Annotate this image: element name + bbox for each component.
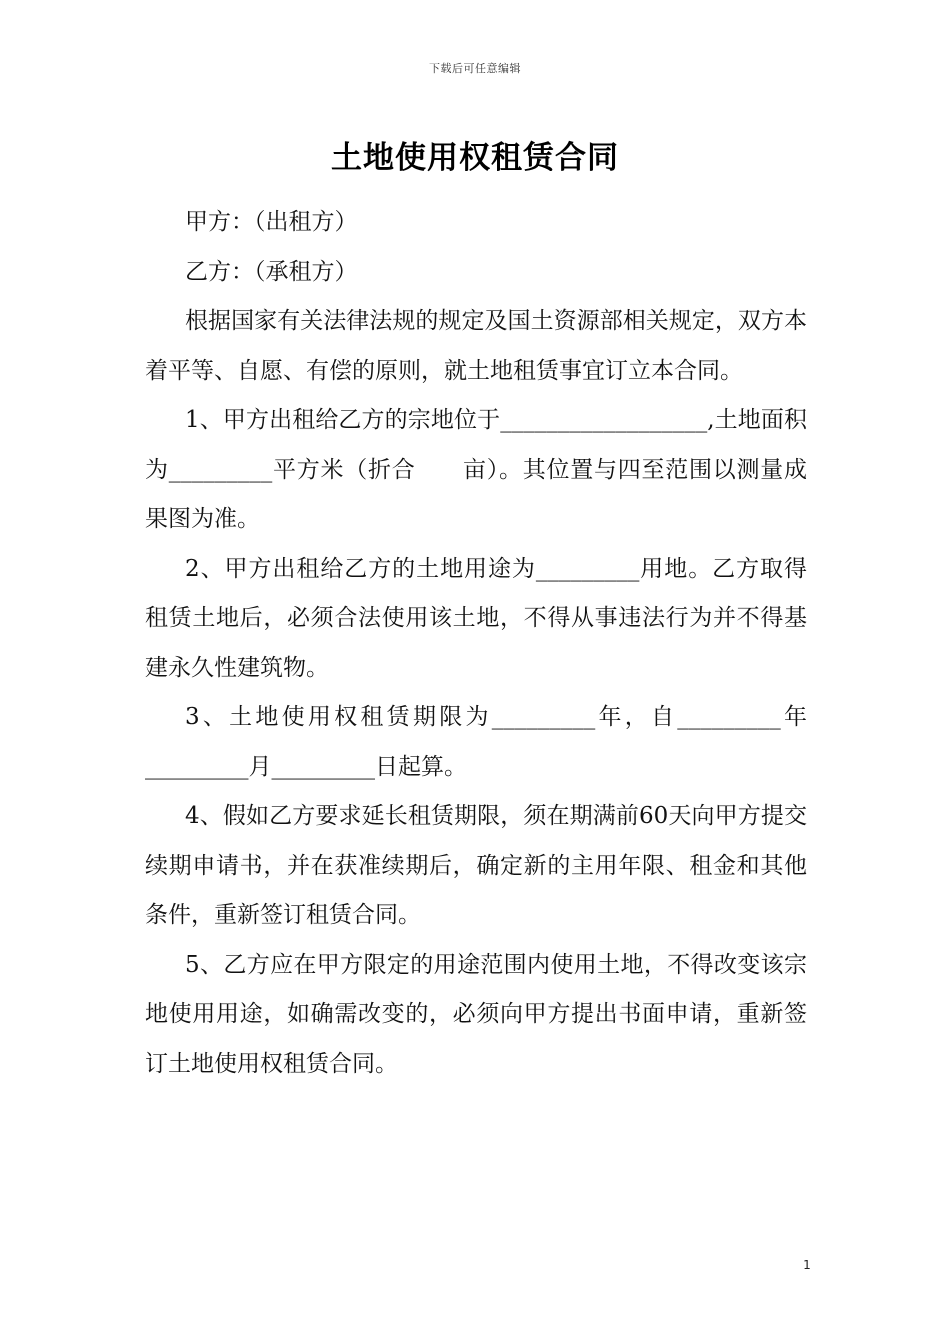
page-number: 1 xyxy=(803,1258,811,1272)
clause-2-paragraph: 2、甲方出租给乙方的土地用途为_________用地。乙方取得租赁土地后，必须合法使用该土地，不得从事违法行为并不得基建永久性建筑物。 xyxy=(145,555,807,681)
preamble-paragraph: 根据国家有关法律法规的规定及国土资源部相关规定，双方本着平等、自愿、有偿的原则，就土地租赁事宜订立本合同。 xyxy=(145,308,807,384)
clause-4-paragraph: 4、假如乙方要求延长租赁期限，须在期满前60天向甲方提交续期申请书，并在获准续期后，确定新的主用年限、租金和其他条件，重新签订租赁合同。 xyxy=(145,803,807,928)
clause-3-paragraph: 3、土地使用权租赁期限为_________年，自_________年_________月_________日起算。 xyxy=(145,704,807,780)
document-body xyxy=(145,198,807,1089)
document-title: 土地使用权租赁合同 xyxy=(331,140,619,176)
clause-5-paragraph: 5、乙方应在甲方限定的用途范围内使用土地，不得改变该宗地使用用途，如确需改变的，必须向甲方提出书面申请，重新签订土地使用权租赁合同。 xyxy=(145,951,807,1077)
party-a-line: 甲方：（出租方） xyxy=(185,209,358,235)
document-header-note: 下载后可任意编辑 xyxy=(429,62,521,75)
party-b-line: 乙方：（承租方） xyxy=(185,258,358,285)
clause-1-paragraph: 1、甲方出租给乙方的宗地位于__________________,土地面积为_________平方米（折合 亩）。其位置与四至范围以测量成果图为准。 xyxy=(145,407,807,532)
